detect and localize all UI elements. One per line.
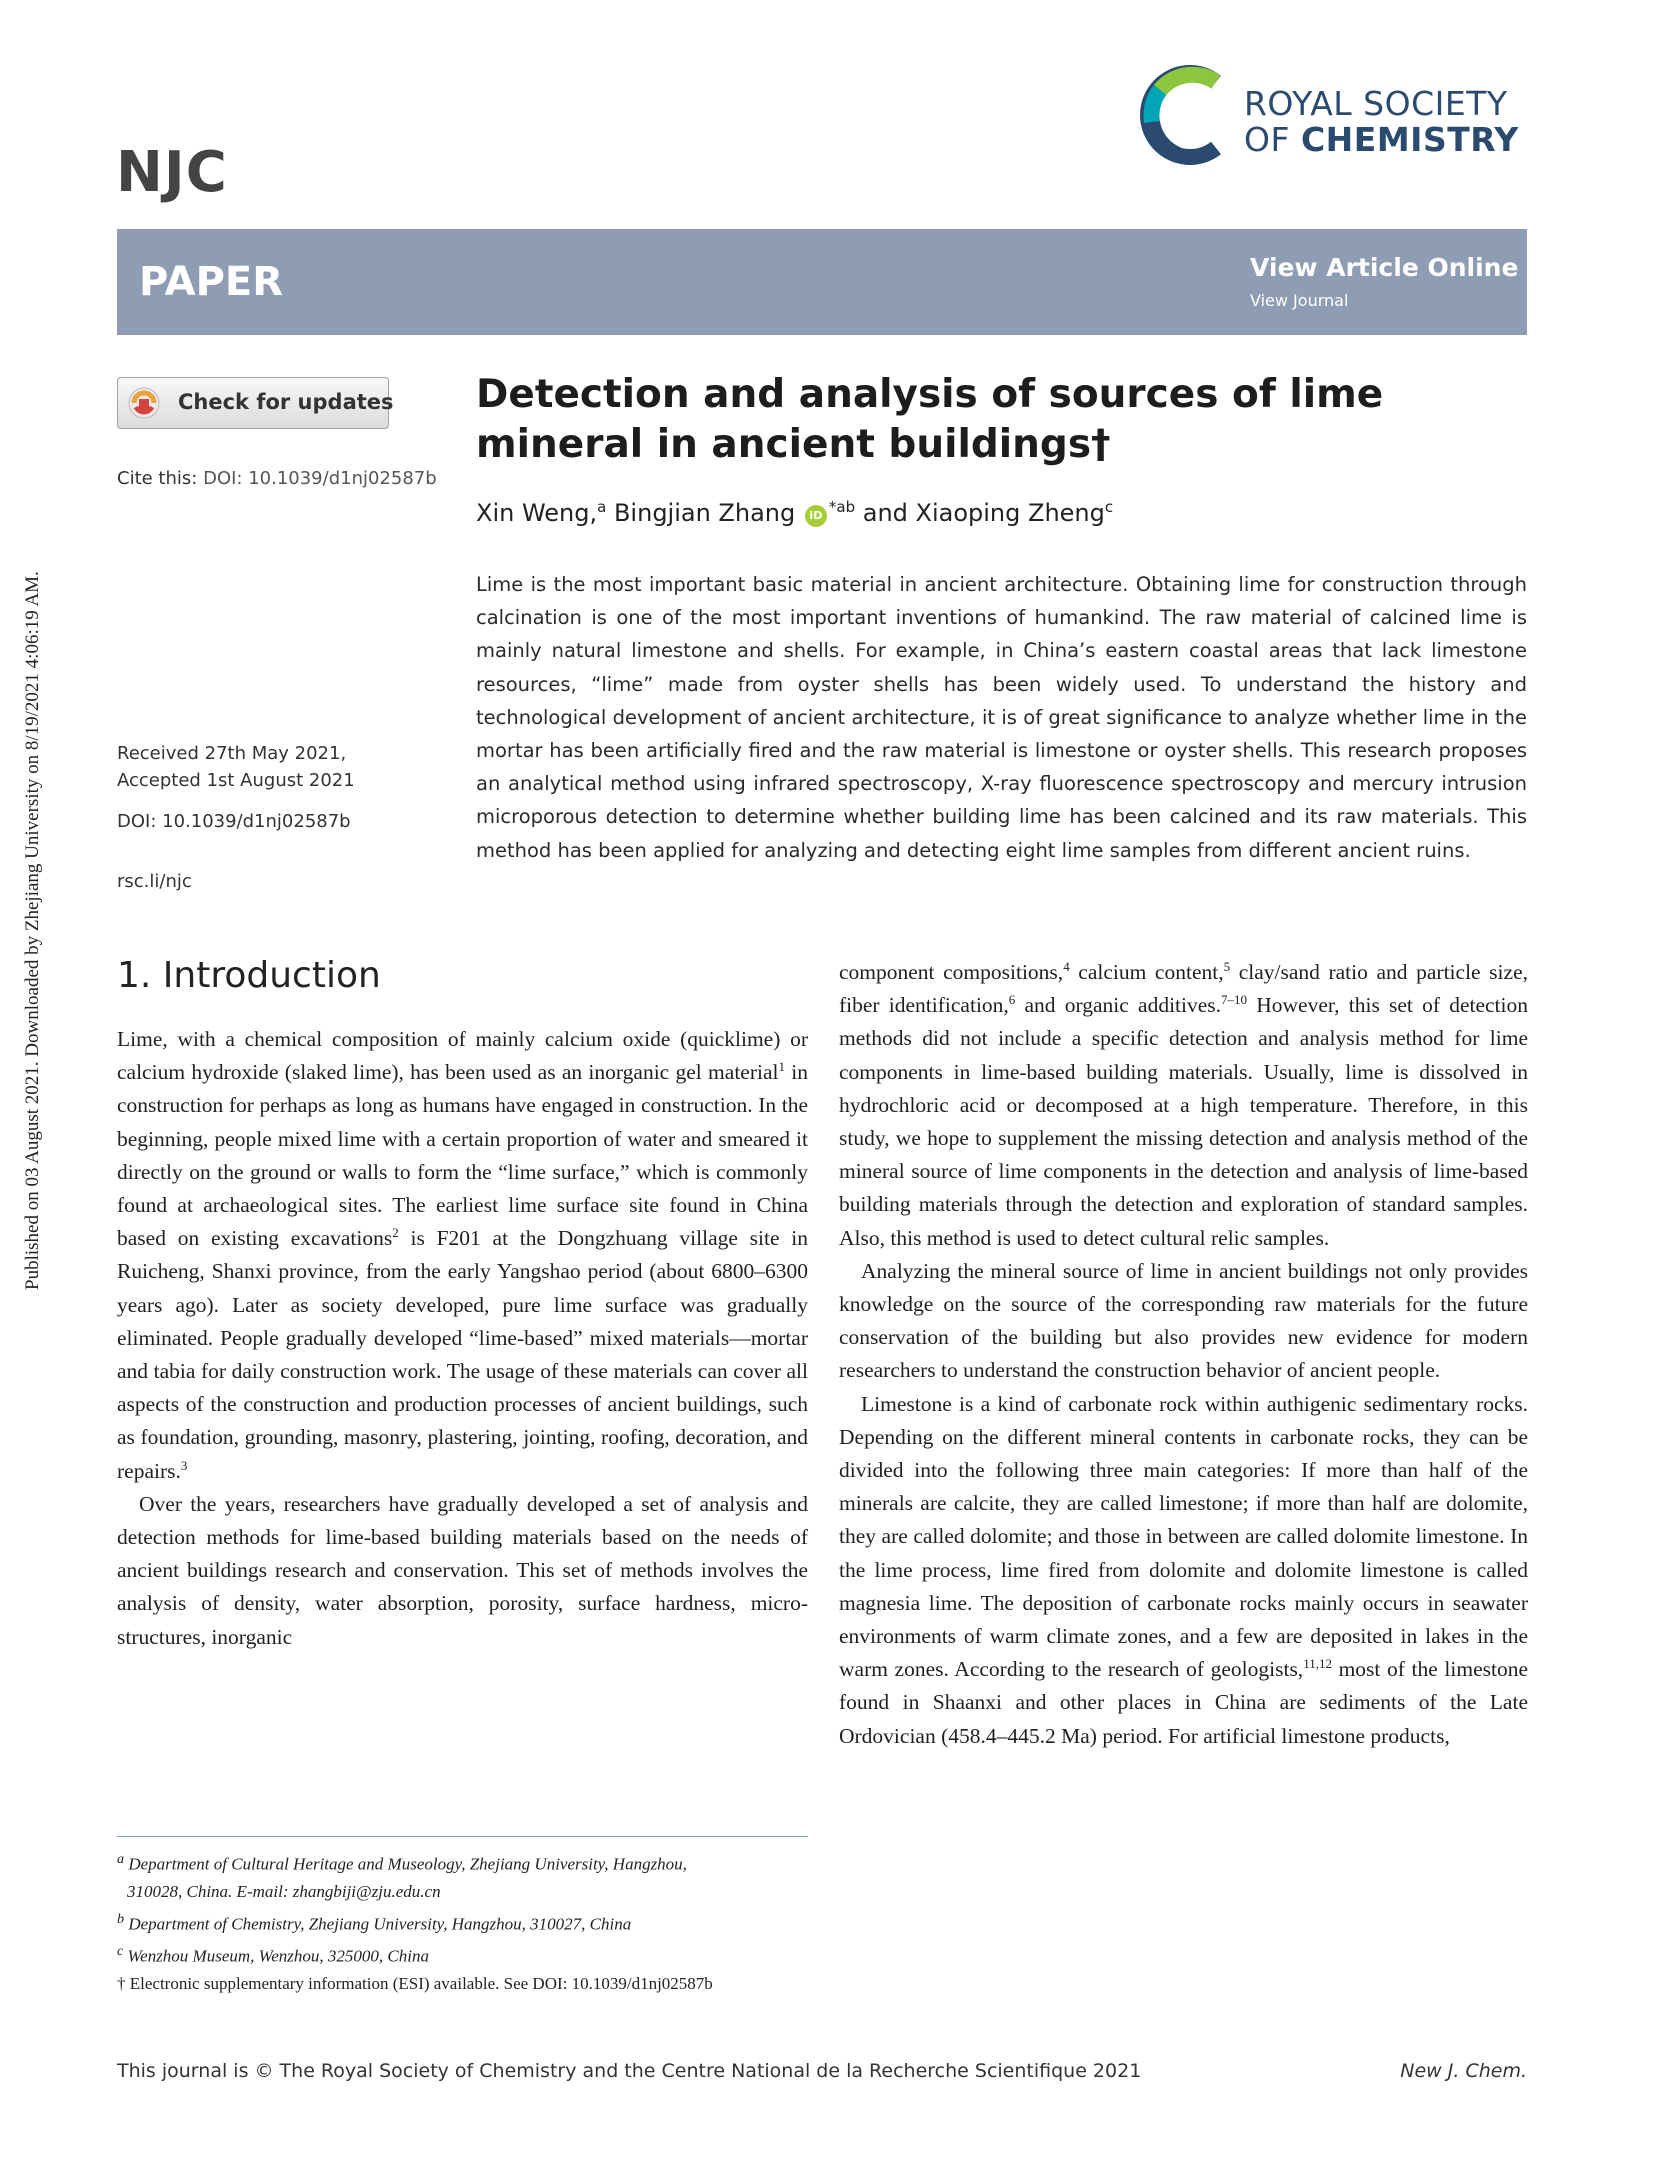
citation-ref[interactable]: 6 xyxy=(1008,992,1016,1008)
cite-doi[interactable]: DOI: 10.1039/d1nj02587b xyxy=(203,468,437,489)
section-heading: 1. Introduction xyxy=(117,955,381,996)
affiliation-a: $^a$ Department of Cultural Heritage and Museology, Zhejiang University, Hangzhou, xyxy=(117,1851,687,1874)
esi-note: † Electronic supplementary information (ESI) available. See DOI: 10.1039/d1nj02587b xyxy=(117,1973,713,1993)
article-doi[interactable]: DOI: 10.1039/d1nj02587b xyxy=(117,811,351,832)
citation-ref[interactable]: 5 xyxy=(1223,958,1231,974)
article-title: Detection and analysis of sources of lime mineral in ancient buildings† xyxy=(476,372,1384,467)
citation-ref[interactable]: 11,12 xyxy=(1303,1656,1332,1672)
body-column-left xyxy=(117,1023,808,1654)
paragraph: Over the years, researchers have gradually developed a set of analysis and detection methods for lime-based building materials based on the needs of ancient buildings research and conservation. This set of methods involves the analysis of density, water absorption, porosity, surface hardness, micro-structures, inorganic xyxy=(117,1491,808,1649)
copyright-footer: This journal is © The Royal Society of Chemistry and the Centre National de la Recherche Scientifique 2021 xyxy=(117,2060,1142,2082)
view-article-online-link[interactable]: View Article Online xyxy=(1250,253,1519,282)
accepted-date: Accepted 1st August 2021 xyxy=(117,770,355,791)
citation-ref[interactable]: 7–10 xyxy=(1221,992,1248,1008)
publisher-name-line1: ROYAL SOCIETY xyxy=(1244,84,1508,123)
article-banner xyxy=(117,229,1527,335)
paragraph: component compositions,$^4$ calcium content,$^5$ clay/sand ratio and particle size, fiber identification,$^6$ and organic additives.$^{7-10}$ However, this set of detection methods did not include a specific detection and analysis method for lime components in lime-based building materials. Usually, lime is dissolved in hydrochloric acid or decomposed at a high temperature. Therefore, in this study, we hope to supplement the missing detection and analysis method of the mineral source of lime components in the detection and analysis of lime-based building materials through the detection and exploration of standard samples. Also, this method is used to detect cultural relic samples. xyxy=(839,958,1529,1250)
paragraph: Analyzing the mineral source of lime in ancient buildings not only provides knowledge on the source of the corresponding raw materials for the future conservation of the building but also provides new evidence for modern researchers to understand the construction behavior of ancient people. xyxy=(839,1258,1528,1383)
check-for-updates-label: Check for updates xyxy=(178,390,394,414)
crossmark-icon xyxy=(128,387,160,419)
publisher-logo[interactable] xyxy=(1138,60,1548,170)
footnote-divider xyxy=(117,1836,808,1837)
view-journal-link[interactable]: View Journal xyxy=(1250,291,1349,310)
rsc-c-mark-icon xyxy=(1138,60,1238,170)
paragraph: Limestone is a kind of carbonate rock within authigenic sedimentary rocks. Depending on the different mineral contents in carbonate rocks, they can be divided into the following three main categories: If more than half of the minerals are calcite, they are called limestone; if more than half are dolomite, they are called dolomite; and those in between are called dolomite limestone. In the lime process, lime fired from dolomite and dolomite limestone is called magnesia lime. The deposition of carbonate rocks mainly occurs in seawater environments of warm climate zones, and a few are deposited in lakes in the warm zones. According to the research of geologists,$^{11,12}$ most of the limestone found in Shaanxi and other places in China are sediments of the Late Ordovician (458.4–445.2 Ma) period. For artificial limestone products, xyxy=(839,1391,1528,1748)
citation-ref[interactable]: 1 xyxy=(778,1059,785,1075)
check-for-updates-button[interactable] xyxy=(117,377,394,429)
footnotes xyxy=(117,1846,817,1997)
citation-ref[interactable]: 4 xyxy=(1063,958,1070,974)
journal-short-url[interactable]: rsc.li/njc xyxy=(117,871,192,892)
cite-this: Cite this: DOI: 10.1039/d1nj02587b xyxy=(117,468,437,489)
abstract: Lime is the most important basic material in ancient architecture. Obtaining lime for construction through calcination is one of the most important inventions of humankind. The raw material of calcined lime is mainly natural limestone and shells. For example, in China’s eastern coastal areas that lack limestone resources, “lime” made from oyster shells has been widely used. To understand the history and technological development of ancient architecture, it is of great significance to analyze whether lime in the mortar has been artificially fired and the raw material is limestone or oyster shells. This research proposes an analytical method using infrared spectroscopy, X-ray fluorescence spectroscopy and mercury intrusion microporous detection to determine whether building lime has been calcined and its raw materials. This method has been applied for analyzing and detecting eight lime samples from different ancient ruins. xyxy=(476,573,1527,862)
citation-ref[interactable]: 3 xyxy=(180,1457,188,1473)
journal-abbreviation: NJC xyxy=(116,140,228,205)
citation-ref[interactable]: 2 xyxy=(392,1225,399,1241)
author-name[interactable]: Bingjian Zhang xyxy=(613,499,796,527)
affiliation-a-continued: 310028, China. E-mail: zhangbiji@zju.edu.cn xyxy=(127,1882,441,1902)
download-side-note: Published on 03 August 2021. Downloaded by Zhejiang University on 8/19/2021 4:06:19 AM. xyxy=(22,571,43,1290)
orcid-icon[interactable]: iD xyxy=(805,505,827,527)
body-column-right xyxy=(839,956,1528,1753)
journal-name-footer: New J. Chem. xyxy=(1400,2060,1527,2082)
affiliation-b: $^b$ Department of Chemistry, Zhejiang University, Hangzhou, 310027, China xyxy=(117,1910,632,1934)
affiliation-c: $^c$ Wenzhou Museum, Wenzhou, 325000, China xyxy=(117,1942,429,1966)
paragraph: Lime, with a chemical composition of mainly calcium oxide (quicklime) or calcium hydroxide (slaked lime), has been used as an inorganic gel material$^1$ in construction for perhaps as long as humans have engaged in construction. In the beginning, people mixed lime with a certain proportion of water and smeared it directly on the ground or walls to form the “lime surface,” which is commonly found at archaeological sites. The earliest lime surface site found in China based on existing excavations$^2$ is F201 at the Dongzhuang village site in Ruicheng, Shanxi province, from the early Yangshao period (about 6800–6300 years ago). Later as society developed, pure lime surface was gradually eliminated. People gradually developed “lime-based” mixed materials—mortar and tabia for daily construction work. The usage of these materials can cover all aspects of the construction and production processes of ancient buildings, such as foundation, grounding, masonry, plastering, jointing, roofing, decoration, and repairs.$^3$ xyxy=(117,1027,808,1483)
author-list: Xin Weng,$^a$ Bingjian Zhang iD $^{*ab}$ and Xiaoping Zheng$^c$ xyxy=(476,498,1114,527)
received-date: Received 27th May 2021, xyxy=(117,743,347,764)
author-name[interactable]: Xin Weng, xyxy=(476,499,598,527)
article-type: PAPER xyxy=(139,259,284,305)
publisher-name-line2: OF CHEMISTRY xyxy=(1244,120,1519,159)
author-name[interactable]: Xiaoping Zheng xyxy=(915,499,1105,527)
